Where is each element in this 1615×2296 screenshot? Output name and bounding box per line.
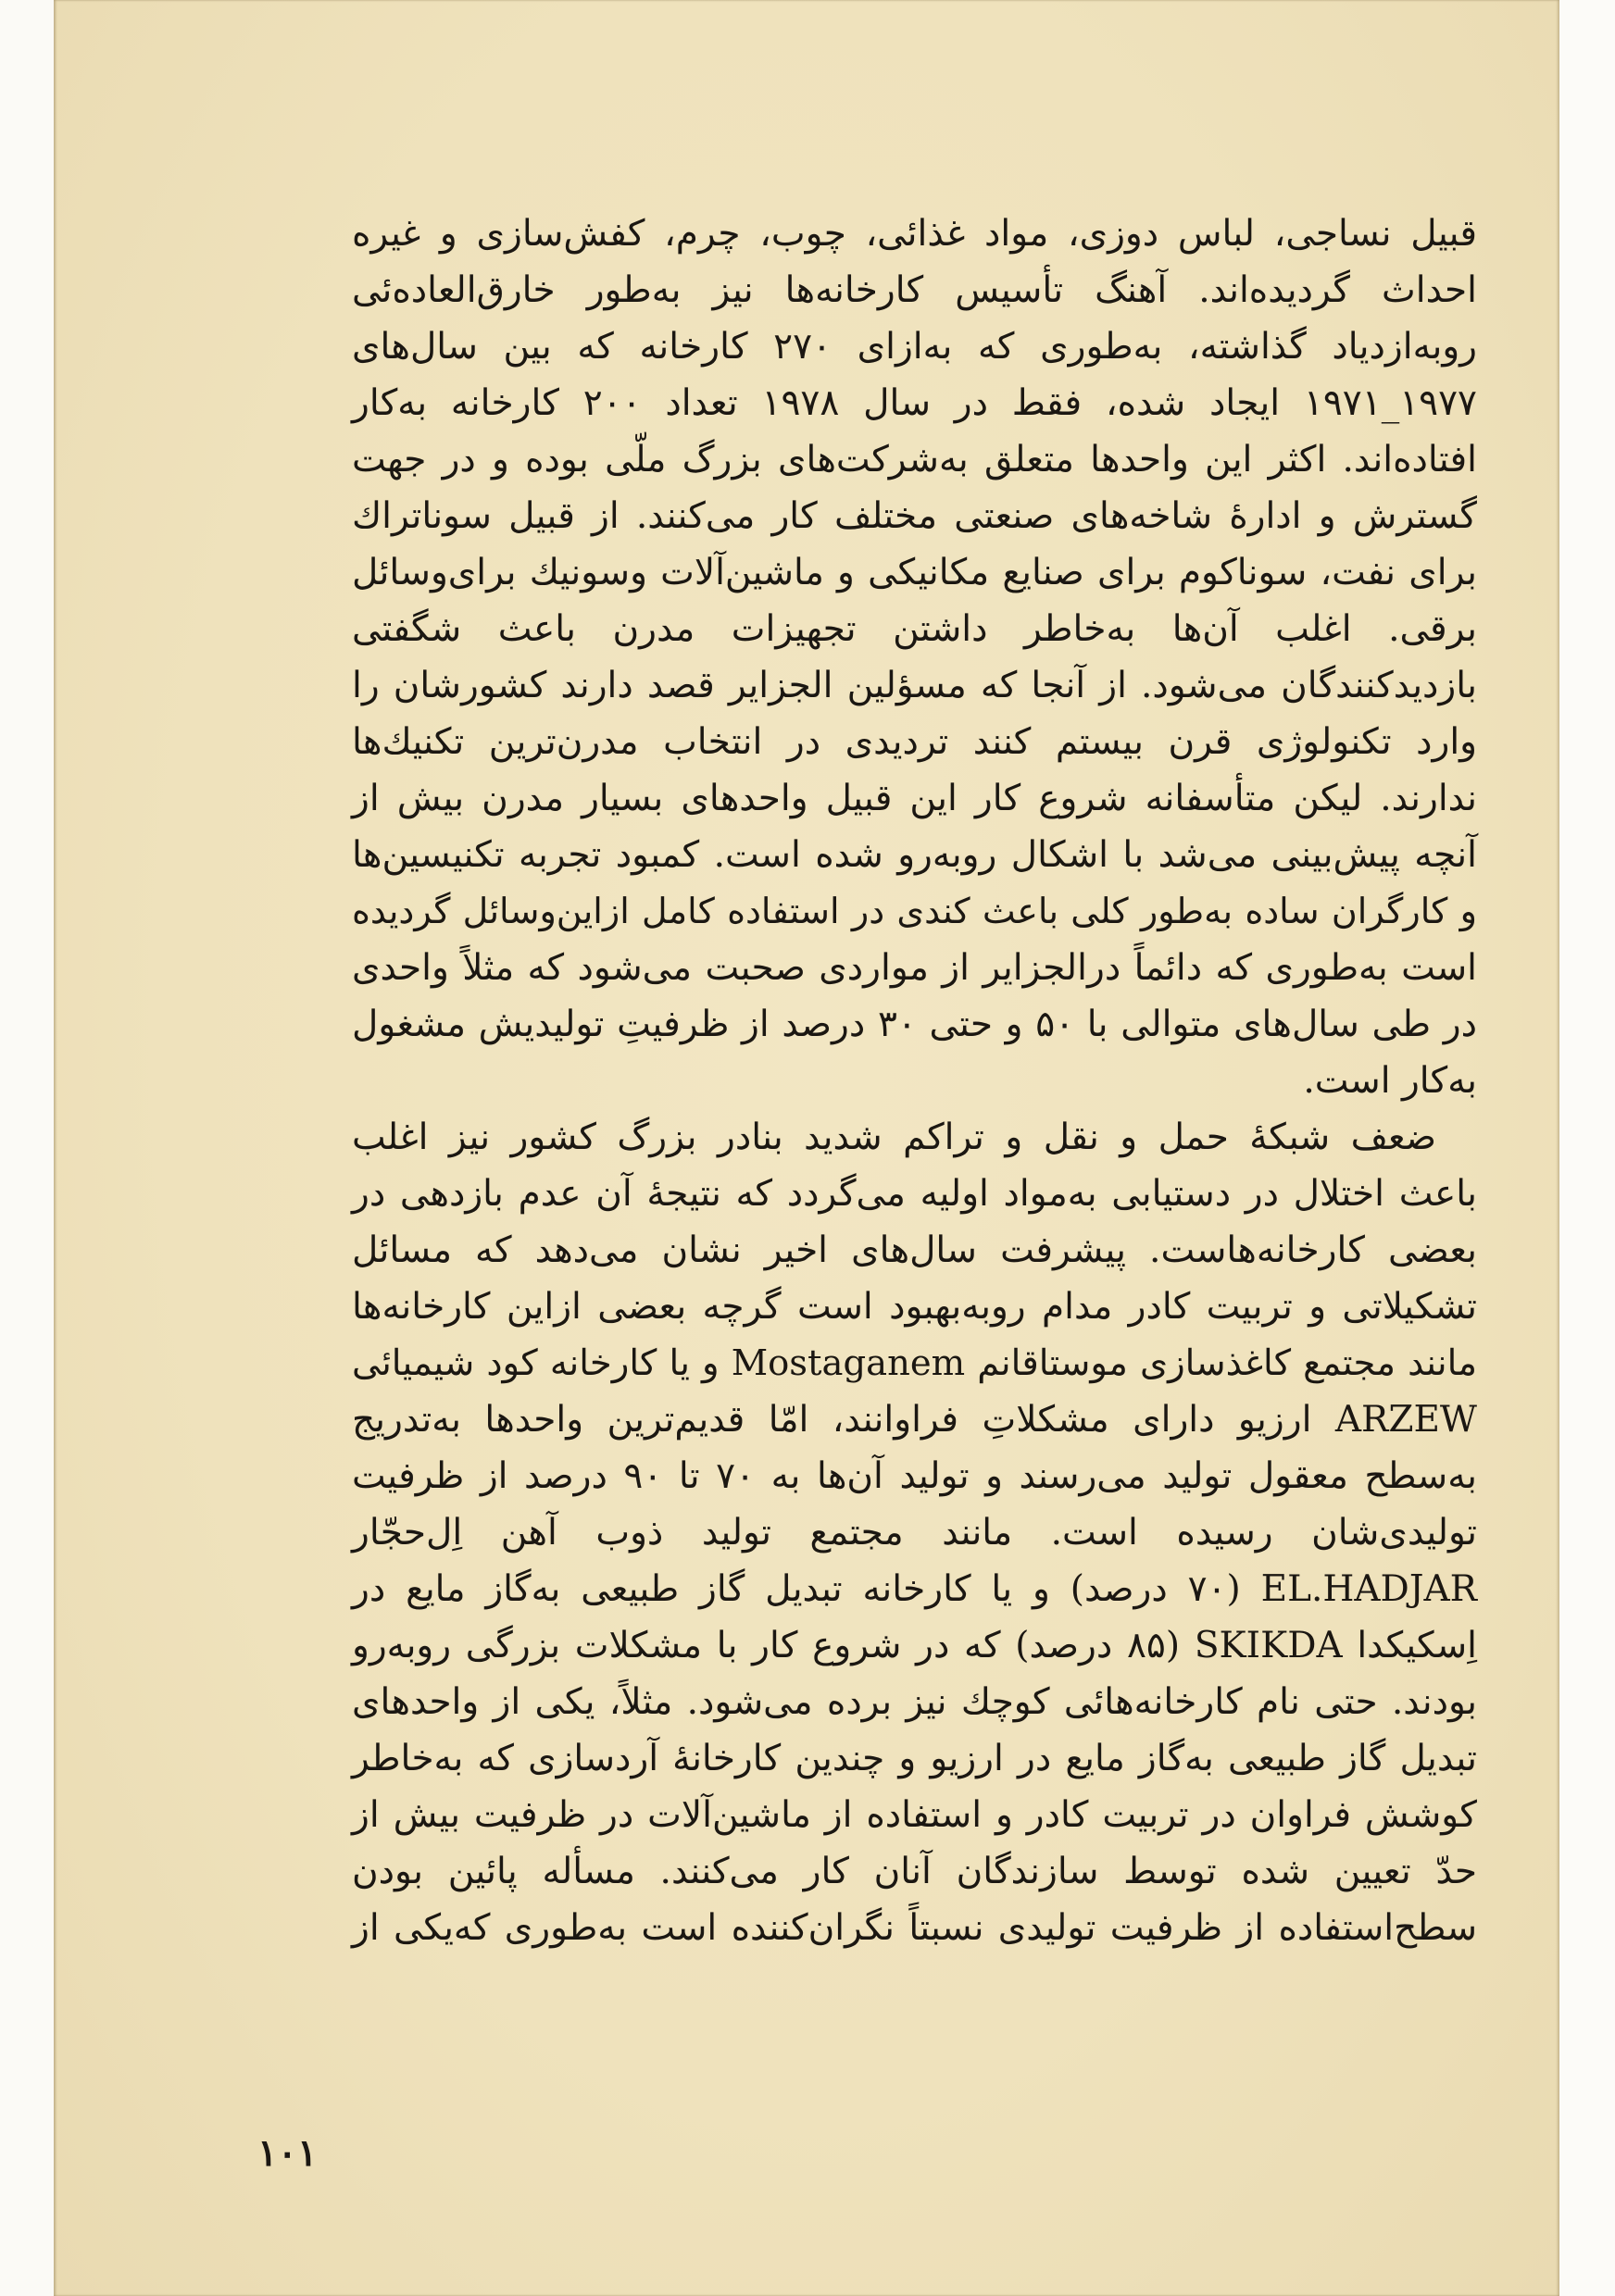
text-line: احداث گردیده‌اند. آهنگ تأسیس کارخانه‌ها نیز به‌طور خارق‌العاده‌ئی xyxy=(352,269,1477,311)
text-line: بودند. حتی نام کارخانه‌هائی کوچك نیز برده می‌شود. مثلاً، یکی از واحدهای xyxy=(352,1681,1477,1723)
text-line: حدّ تعیین شده توسط سازندگان آنان کار می‌کنند. مسأله پائین بودن xyxy=(352,1851,1477,1892)
page-number: ۱۰۱ xyxy=(257,2131,318,2175)
paragraph-start-line: ضعف شبکهٔ حمل و نقل و تراکم شدید بنادر بزرگ کشور نیز اغلب xyxy=(352,1117,1436,1158)
text-line: باعث اختلال در دستیابی به‌مواد اولیه می‌گردد که نتیجهٔ آن عدم بازدهی در xyxy=(352,1173,1477,1215)
text-line: در طی سال‌های متوالی با ۵۰ و حتی ۳۰ درصد از ظرفیتِ تولیدیش مشغول xyxy=(352,1004,1478,1045)
text-line: مانند مجتمع کاغذسازی موستاقانم Mostaganem و یا کارخانه کود شیمیائی xyxy=(352,1342,1477,1384)
text-line: ۱۹۷۷_۱۹۷۱ ایجاد شده، فقط در سال ۱۹۷۸ تعداد ۲۰۰ کارخانه به‌کار xyxy=(352,382,1477,424)
text-line: برقی. اغلب آن‌ها به‌خاطر داشتن تجهیزات مدرن باعث شگفتی xyxy=(352,608,1477,650)
scan-margin-left xyxy=(0,0,54,2296)
paragraph-end-line: به‌کار است. xyxy=(1303,1060,1477,1102)
text-line: آنچه پیش‌بینی می‌شد با اشکال روبه‌رو شده است. کمبود تجربه تکنیسین‌ها xyxy=(352,834,1477,876)
text-line: گسترش و ادارهٔ شاخه‌های صنعتی مختلف کار می‌کنند. از قبیل سوناتراك xyxy=(352,495,1477,537)
text-line: افتاده‌اند. اکثر این واحدها متعلق به‌شرکت‌های بزرگ ملّی بوده و در جهت xyxy=(352,439,1477,480)
text-line: کوشش فراوان در تربیت کادر و استفاده از ماشین‌آلات در ظرفیت بیش از xyxy=(352,1794,1477,1836)
text-line: ندارند. لیکن متأسفانه شروع کار این قبیل واحدهای بسیار مدرن بیش از xyxy=(352,778,1477,819)
text-line: تولیدی‌شان رسیده است. مانند مجتمع تولید ذوب آهن اِل‌حجّار xyxy=(352,1512,1477,1554)
text-line: ARZEW ارزیو دارای مشکلاتِ فراوانند، امّا قدیم‌ترین واحدها به‌تدریج xyxy=(352,1399,1477,1441)
scan-margin-right xyxy=(1559,0,1615,2296)
text-line: برای نفت، سوناکوم برای صنایع مکانیکی و ماشین‌آلات وسونیك برای‌وسائل xyxy=(352,552,1477,593)
text-line: قبیل نساجی، لباس دوزی، مواد غذائی، چوب، چرم، کفش‌سازی و غیره xyxy=(352,213,1477,255)
text-line: وارد تکنولوژی قرن بیستم کنند تردیدی در انتخاب مدرن‌ترین تکنیك‌ها xyxy=(352,721,1477,763)
text-line: EL.HADJAR (۷۰ درصد) و یا کارخانه تبدیل گاز طبیعی به‌گاز مایع در xyxy=(352,1568,1477,1610)
text-line: اِسکیکدا SKIKDA (۸۵ درصد) که در شروع کار با مشکلات بزرگی روبه‌رو xyxy=(352,1625,1478,1666)
text-line: و کارگران ساده به‌طور کلی باعث کندی در استفاده کامل ازاین‌وسائل گردیده xyxy=(352,891,1477,931)
text-line: بعضی کارخانه‌هاست. پیشرفت سال‌های اخیر نشان می‌دهد که مسائل xyxy=(352,1229,1477,1271)
text-line: روبه‌ازدیاد گذاشته، به‌طوری که به‌ازای ۲۷۰ کارخانه که بین سال‌های xyxy=(352,326,1477,368)
text-line: تبدیل گاز طبیعی به‌گاز مایع در ارزیو و چندین کارخانهٔ آردسازی که به‌خاطر xyxy=(352,1738,1477,1779)
text-line: است به‌طوری که دائماً درالجزایر از مواردی صحبت می‌شود که مثلاً واحدی xyxy=(352,947,1477,989)
text-line: به‌سطح معقول تولید می‌رسند و تولید آن‌ها به ۷۰ تا ۹۰ درصد از ظرفیت xyxy=(352,1455,1477,1497)
text-line: تشکیلاتی و تربیت کادر مدام روبه‌بهبود است گرچه بعضی ازاین کارخانه‌ها xyxy=(352,1286,1477,1328)
text-line: سطح‌استفاده از ظرفیت تولیدی نسبتاً نگران‌کننده است به‌طوری که‌یکی از xyxy=(352,1907,1477,1949)
text-line: بازدیدکنندگان می‌شود. از آنجا که مسؤلین الجزایر قصد دارند کشورشان را xyxy=(352,665,1477,706)
body-text xyxy=(352,206,1477,1956)
